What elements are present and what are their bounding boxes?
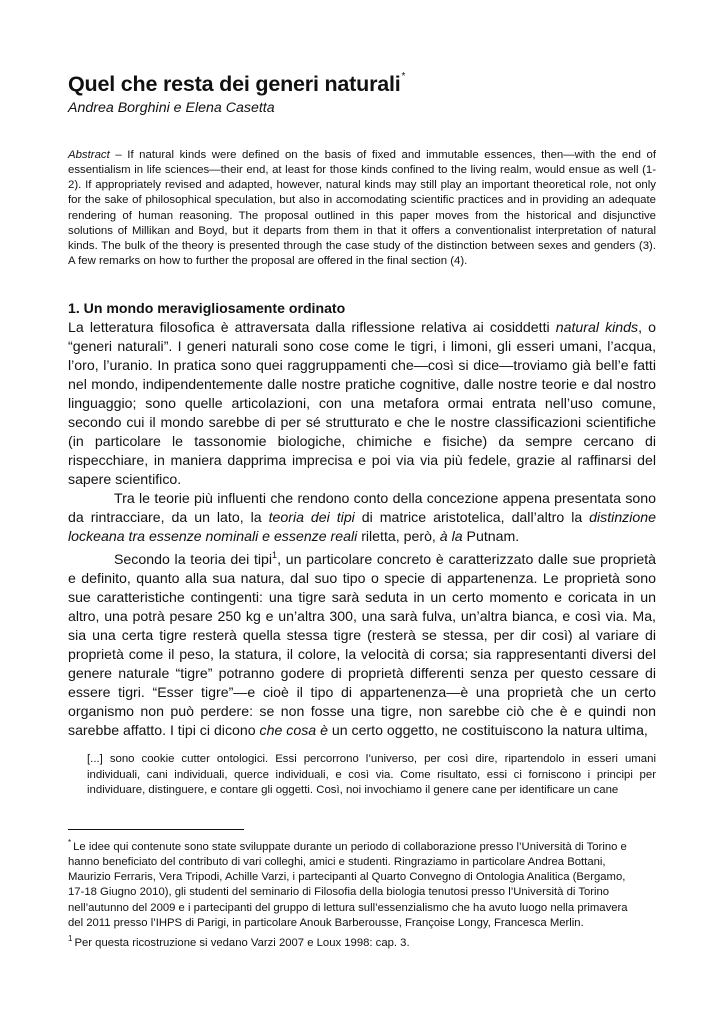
emphasis: che cosa è (259, 722, 328, 739)
text-run: La letteratura filosofica è attraversata dalla riflessione relativa ai cosiddetti (68, 319, 556, 336)
authors: Andrea Borghini e Elena Casetta (68, 100, 275, 116)
footnote-divider (68, 829, 244, 830)
footnote-star (68, 835, 628, 931)
emphasis: à la (439, 528, 463, 545)
page-content (68, 64, 656, 799)
text-run: , o “generi naturali”. I generi naturali sono cose come le tigri, i limoni, gli esseri umani, l’acqua, l’oro, l’uranio. In pratica sono quei raggruppamenti che—così si dice—troviamo già bell’e fatti nel mondo, indipendentemente dalle nostre pratiche cognitive, dalle nostre teorie e dal nostro linguaggio; sono quelle articolazioni, con una metafora ormai entrata nell’uso comune, secondo cui il mondo sarebbe di per sé strutturato e che le nostre classificazioni scientifiche (in particolare le tassonomie biologiche, chimiche e fisiche) da sempre cercano di rispecchiare, in maniera dapprima imprecisa e poi via via più fedele, grazie al raffinarsi del sapere scientifico. (68, 319, 656, 488)
footnote-1 (68, 931, 628, 951)
abstract-text: – If natural kinds were defined on the basis of fixed and immutable essences, then—with the end of essentialism in life sciences—their end, at least for those kinds confined to the living realm, would ensue as well (1-2). If appropriately revised and adapted, however, natural kinds may still play an important theoretical role, not only for the sake of philosophical speculation, but also in accomodating scientific practices and in providing an adequate rendering of human reasoning. The proposal outlined in this paper moves from the historical and disjunctive solutions of Millikan and Boyd, but it departs from them in that it offers a conventionalist interpretation of natural kinds. The bulk of the theory is presented through the case study of the distinction between sexes and genders (3). A few remarks on how to further the proposal are offered in the final section (4). (68, 149, 656, 268)
footnote-text: Per questa ricostruzione si vedano Varzi 2007 e Loux 1998: cap. 3. (74, 936, 410, 949)
paragraph-2 (68, 489, 656, 546)
paragraph-3 (68, 546, 656, 740)
text-run: , un particolare concreto è caratterizzato dalle sue proprietà e definito, quanto alla sua natura, dal suo tipo o specie di appartenenza. Le proprietà sono sue caratteristiche contingenti: una tigre sarà seduta in un certo momento e coricata in un altro, una potrà pesare 250 kg e un’altra 300, una sarà fulva, un’altra bianca, e così via. Ma, sia una certa tigre resterà quella stessa tigre (resterà se stessa, per dir così) al variare di proprietà come il peso, la statura, il colore, la velocità di corsa; sia rappresentanti diversi del genere naturale “tigre” potranno godere di proprietà differenti senza per questo cessare di essere tigri. “Esser tigre”—e cioè il tipo di appartenenza—è una proprietà che un certo organismo non può perdere: se non fosse una tigre, non sarebbe ciò che è e quindi non sarebbe affatto. I tipi ci dicono (68, 551, 656, 739)
block-quote: [...] sono cookie cutter ontologici. Essi percorrono l’universo, per così dire, ripartendolo in esseri umani individuali, cani individuali, querce individuali, e così via. Come risultato, essi ci forniscono i principi per individuare, distinguere, e contare gli oggetti. Così, noi invochiamo il genere cane per identificare un cane (87, 753, 656, 797)
text-run: Putnam. (462, 528, 520, 545)
text-run: Secondo la teoria dei tipi (114, 551, 273, 568)
abstract-label: Abstract (68, 149, 110, 161)
text-run: un certo oggetto, ne costituiscono la natura ultima, (327, 722, 648, 739)
footnote-mark: * (68, 838, 72, 847)
text-run: Tra le teorie più influenti che rendono conto della concezione appena presentata sono da rintracciare, da un lato, la (68, 490, 656, 526)
section-body (68, 318, 656, 799)
text-run: di matrice aristotelica, dall’altro la (354, 509, 590, 526)
paper-title (68, 64, 656, 97)
section-heading: 1. Un mondo meravigliosamente ordinato (68, 300, 346, 317)
emphasis: natural kinds (555, 319, 639, 336)
footnote-mark: 1 (68, 933, 73, 943)
footnotes (68, 835, 628, 951)
footnote-ref[interactable]: 1 (272, 550, 278, 561)
paragraph-1 (68, 318, 656, 489)
title-footnote-mark: * (401, 71, 406, 82)
emphasis: distinzione lockeana tra essenze nominali e essenze reali (68, 509, 656, 545)
abstract (68, 148, 656, 269)
footnote-text: Le idee qui contenute sono state sviluppate durante un periodo di collaborazione presso l’Università di Torino e hanno beneficiato del contributo di vari colleghi, amici e studenti. Ringraziamo in particolare Andrea Bottani, Maurizio Ferraris, Vera Tripodi, Achille Varzi, i partecipanti al Quarto Convegno di Ontologia Analitica (Bergamo, 17-18 Giugno 2010), gli studenti del seminario di Filosofia della biologia tenutosi presso l’Università di Torino nell’autunno del 2009 e i partecipanti del gruppo di lettura sull’essenzialismo che ha avuto luogo nella primavera del 2011 presso l’IHPS di Parigi, in particolare Anouk Barberousse, Françoise Longy, Francesca Merlin. (68, 841, 628, 929)
title-text: Quel che resta dei generi naturali (68, 72, 401, 96)
text-run: riletta, però, (357, 528, 440, 545)
emphasis: teoria dei tipi (268, 509, 355, 526)
